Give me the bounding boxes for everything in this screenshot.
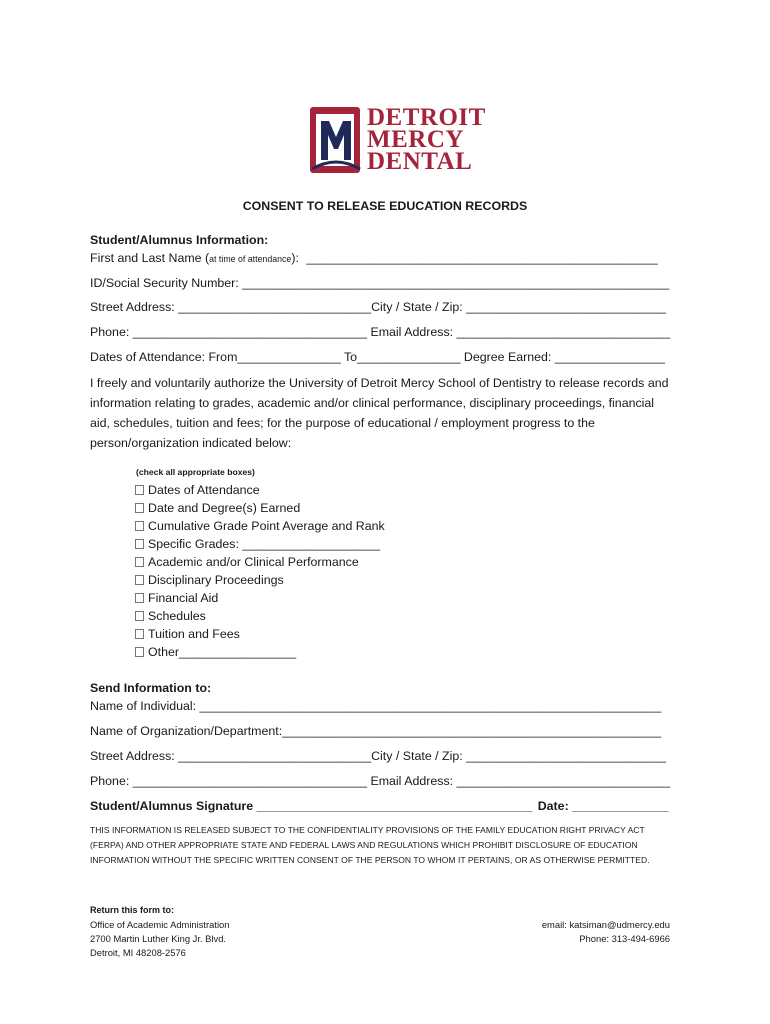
checkbox-item[interactable] [135, 535, 385, 553]
checkbox-label: Other_________________ [148, 645, 297, 659]
checkbox-label: Dates of Attendance [148, 483, 260, 497]
checkbox-icon[interactable] [135, 503, 144, 513]
date-blank[interactable]: ______________ [572, 799, 669, 813]
checkbox-label: Schedules [148, 609, 206, 623]
checkbox-icon[interactable] [135, 485, 144, 495]
individual-name-field[interactable]: Name of Individual: ___________________________________________________________________ [90, 699, 662, 713]
checklist [135, 481, 385, 661]
checkbox-icon[interactable] [135, 647, 144, 657]
dates-field[interactable]: Dates of Attendance: From_______________ To_______________ Degree Earned: ________________ [90, 350, 666, 364]
return-address-line3: Detroit, MI 48208-2576 [90, 947, 186, 958]
organization-field[interactable]: Name of Organization/Department:_______________________________________________________ [90, 724, 662, 738]
date-label: Date: [537, 799, 569, 813]
logo-line-detroit: DETROIT [367, 104, 486, 131]
return-address-line1: Office of Academic Administration [90, 919, 230, 930]
ferpa-notice: THIS INFORMATION IS RELEASED SUBJECT TO THE CONFIDENTIALITY PROVISIONS OF THE FAMILY EDUCATION RIGHT PRIVACY ACT (FERPA) AND OTHER APPROPRIATE STATE AND FEDERAL LAWS AND REGULATIONS WHICH PROHIBIT DISCLOSURE OF EDUCATION INFORMATION WITHOUT THE SPECIFIC WRITTEN CONSENT OF THE PERSON TO WHOM IT PERTAINS, OR AS OTHERWISE PERMITTED. [90, 825, 650, 865]
form-title: CONSENT TO RELEASE EDUCATION RECORDS [242, 199, 528, 213]
checkbox-label: Tuition and Fees [148, 627, 240, 641]
logo-line-dental: DENTAL [367, 148, 473, 175]
checkbox-item[interactable] [135, 517, 385, 535]
checkbox-item[interactable] [135, 553, 385, 571]
detroit-mercy-shield-icon [308, 105, 364, 177]
recipient-street-field[interactable]: Street Address: ____________________________City / State / Zip: _____________________________ [90, 749, 666, 763]
contact-phone: Phone: 313-494-6966 [579, 933, 670, 944]
checkbox-icon[interactable] [135, 611, 144, 621]
name-label-close: ): [291, 251, 299, 265]
send-info-heading: Send Information to: [90, 681, 212, 695]
checkbox-label: Cumulative Grade Point Average and Rank [148, 519, 385, 533]
checkbox-icon[interactable] [135, 575, 144, 585]
checkbox-label: Academic and/or Clinical Performance [148, 555, 359, 569]
student-street-field[interactable]: Street Address: ____________________________City / State / Zip: _____________________________ [90, 300, 666, 314]
checkbox-icon[interactable] [135, 629, 144, 639]
checkbox-label: Date and Degree(s) Earned [148, 501, 301, 515]
signature-label: Student/Alumnus Signature [90, 799, 254, 813]
student-info-heading: Student/Alumnus Information: [90, 233, 269, 247]
checkbox-item[interactable] [135, 571, 385, 589]
checkbox-label: Specific Grades: ____________________ [148, 537, 381, 551]
return-address-line2: 2700 Martin Luther King Jr. Blvd. [90, 933, 227, 944]
signature-blank[interactable]: ________________________________________ [256, 799, 533, 813]
checkbox-item[interactable] [135, 499, 385, 517]
checkbox-icon[interactable] [135, 539, 144, 549]
recipient-phone-field[interactable]: Phone: __________________________________ Email Address: _______________________________ [90, 774, 671, 788]
name-blank: ___________________________________________________ [306, 251, 658, 265]
checklist-instruction: (check all appropriate boxes) [136, 467, 255, 477]
name-note: at time of attendance [209, 254, 292, 264]
checkbox-item[interactable] [135, 481, 385, 499]
checkbox-item[interactable] [135, 607, 385, 625]
name-label: First and Last Name ( [90, 251, 210, 265]
contact-email[interactable]: email: katsiman@udmercy.edu [541, 919, 670, 930]
checkbox-label: Financial Aid [148, 591, 219, 605]
checkbox-item[interactable] [135, 589, 385, 607]
student-phone-field[interactable]: Phone: __________________________________ Email Address: _______________________________ [90, 325, 671, 339]
authorization-paragraph: I freely and voluntarily authorize the University of Detroit Mercy School of Dentistry to release records and information relating to grades, academic and/or clinical performance, disciplinary proceedings, financial aid, schedules, tuition and fees; for the purpose of educational / employment progress to the person/organization indicated below: [90, 376, 669, 450]
logo-line-mercy: MERCY [367, 126, 464, 153]
checkbox-icon[interactable] [135, 593, 144, 603]
id-field[interactable]: ID/Social Security Number: ______________________________________________________________ [90, 276, 670, 290]
signature-row[interactable] [90, 799, 669, 813]
checkbox-item[interactable] [135, 643, 385, 661]
checkbox-label: Disciplinary Proceedings [148, 573, 284, 587]
name-field-row[interactable] [90, 251, 658, 265]
logo [308, 105, 488, 177]
return-heading: Return this form to: [90, 905, 174, 915]
checkbox-icon[interactable] [135, 557, 144, 567]
checkbox-icon[interactable] [135, 521, 144, 531]
checkbox-item[interactable] [135, 625, 385, 643]
